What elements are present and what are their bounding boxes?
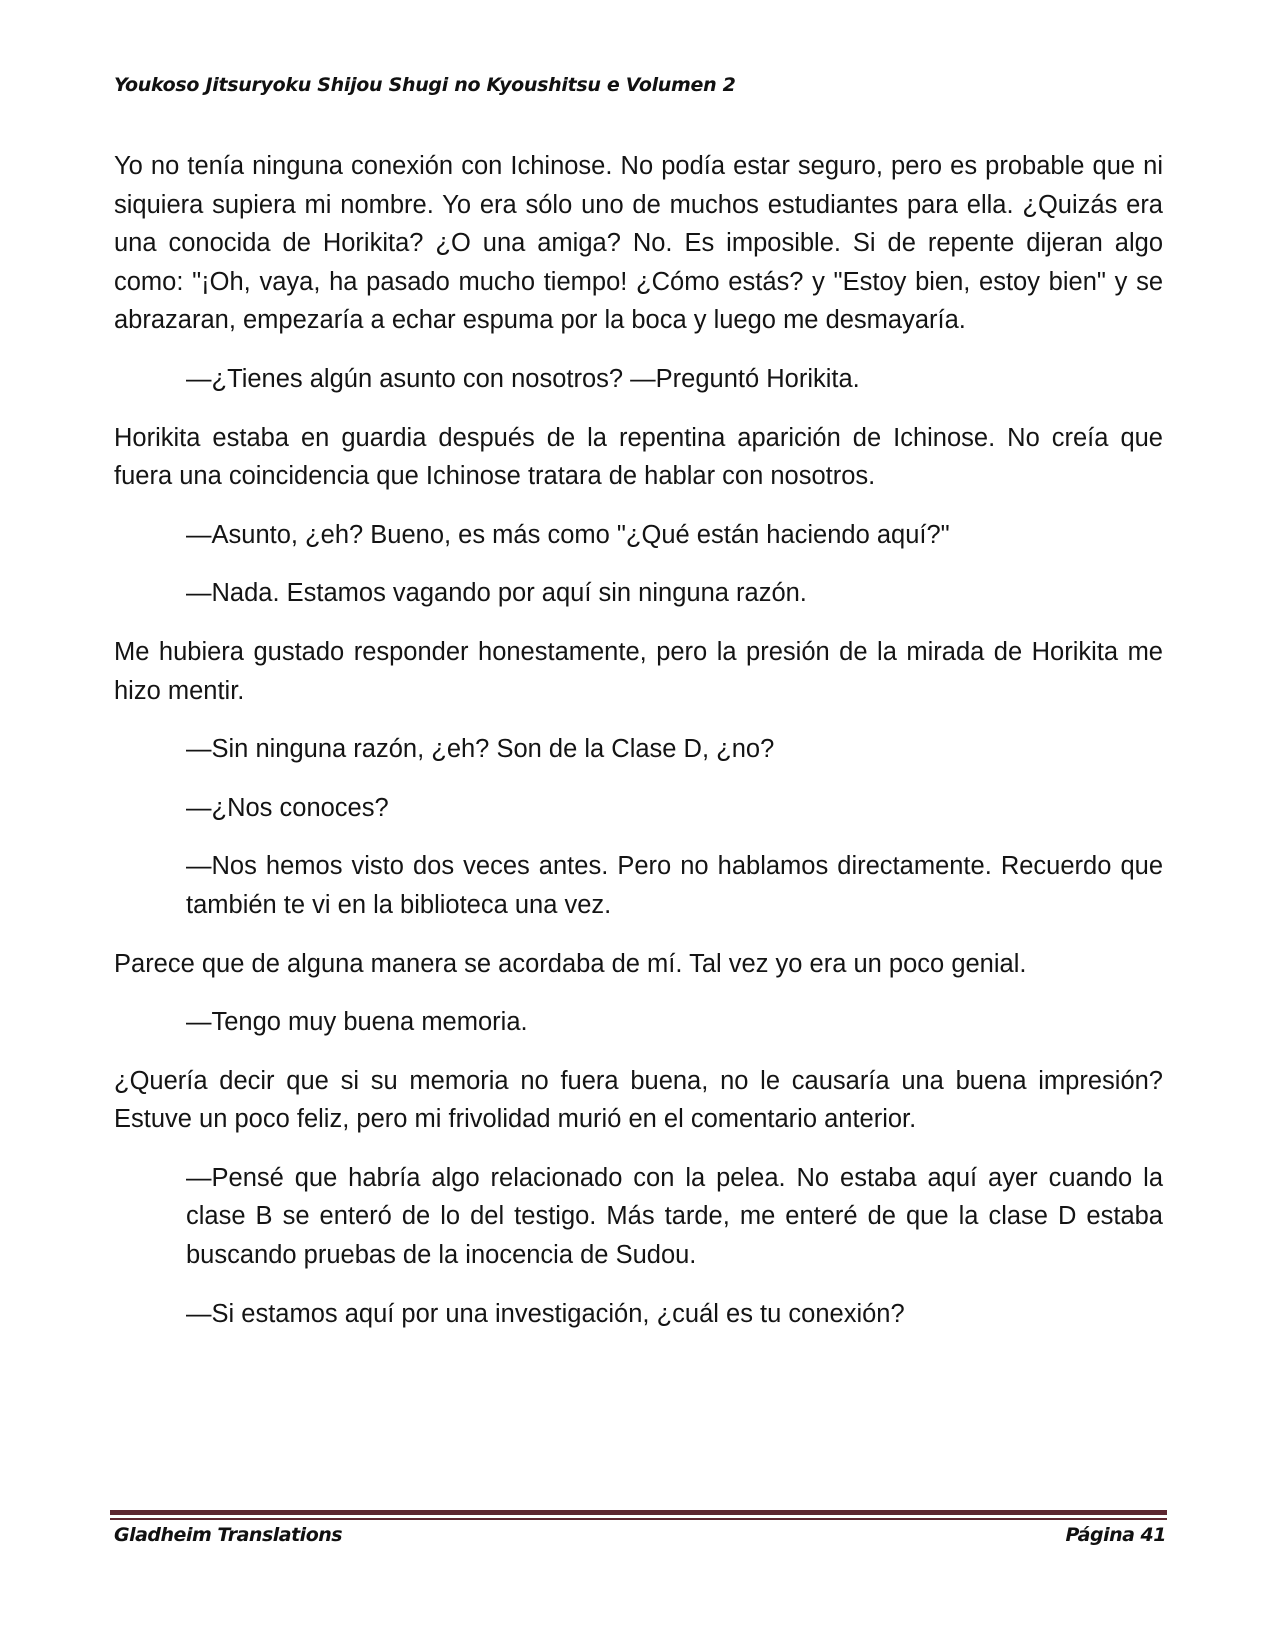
- dialogue-line: —Nada. Estamos vagando por aquí sin ninguna razón.: [186, 579, 807, 608]
- paragraph: Horikita estaba en guardia después de la repentina aparición de Ichinose. No creía que fuera una coincidencia que Ichinose tratara de hablar con nosotros.: [114, 423, 1163, 491]
- running-header: Youkoso Jitsuryoku Shijou Shugi no Kyoushitsu e Volumen 2: [114, 74, 736, 96]
- footer-rule-thin: [110, 1518, 1167, 1520]
- paragraph: Yo no tenía ninguna conexión con Ichinose. No podía estar seguro, pero es probable que ni siquiera supiera mi nombre. Yo era sólo uno de muchos estudiantes para ella. ¿Quizás era una conocida de Horikita? ¿O una amiga? No. Es imposible. Si de repente dijeran algo como: "¡Oh, vaya, ha pasado mucho tiempo! ¿Cómo estás? y "Estoy bien, estoy bien" y se abrazaran, empezaría a echar espuma por la boca y luego me desmayaría.: [114, 152, 1163, 335]
- paragraph: Parece que de alguna manera se acordaba de mí. Tal vez yo era un poco genial.: [114, 949, 1027, 978]
- footer-rule-thick: [110, 1510, 1167, 1515]
- dialogue-line: —Pensé que habría algo relacionado con la pelea. No estaba aquí ayer cuando la clase B se enteró de lo del testigo. Más tarde, me enteré de que la clase D estaba buscando pruebas de la inocencia de Sudou.: [186, 1163, 1163, 1270]
- dialogue-line: —Si estamos aquí por una investigación, ¿cuál es tu conexión?: [186, 1299, 905, 1328]
- dialogue-line: —Nos hemos visto dos veces antes. Pero no hablamos directamente. Recuerdo que también te vi en la biblioteca una vez.: [186, 852, 1163, 919]
- paragraph: ¿Quería decir que si su memoria no fuera buena, no le causaría una buena impresión? Estuve un poco feliz, pero mi frivolidad murió en el comentario anterior.: [114, 1066, 1163, 1134]
- dialogue-line: —Tengo muy buena memoria.: [186, 1008, 528, 1037]
- page-body: [114, 147, 1163, 1353]
- dialogue-line: —Asunto, ¿eh? Bueno, es más como "¿Qué están haciendo aquí?": [186, 520, 950, 549]
- footer-credit: Gladheim Translations: [114, 1524, 343, 1546]
- paragraph: Me hubiera gustado responder honestamente, pero la presión de la mirada de Horikita me hizo mentir.: [114, 637, 1163, 705]
- dialogue-line: —¿Nos conoces?: [186, 793, 389, 822]
- dialogue-line: —¿Tienes algún asunto con nosotros? —Preguntó Horikita.: [186, 364, 860, 393]
- page-number: Página 41: [1065, 1524, 1166, 1546]
- dialogue-line: —Sin ninguna razón, ¿eh? Son de la Clase D, ¿no?: [186, 735, 775, 764]
